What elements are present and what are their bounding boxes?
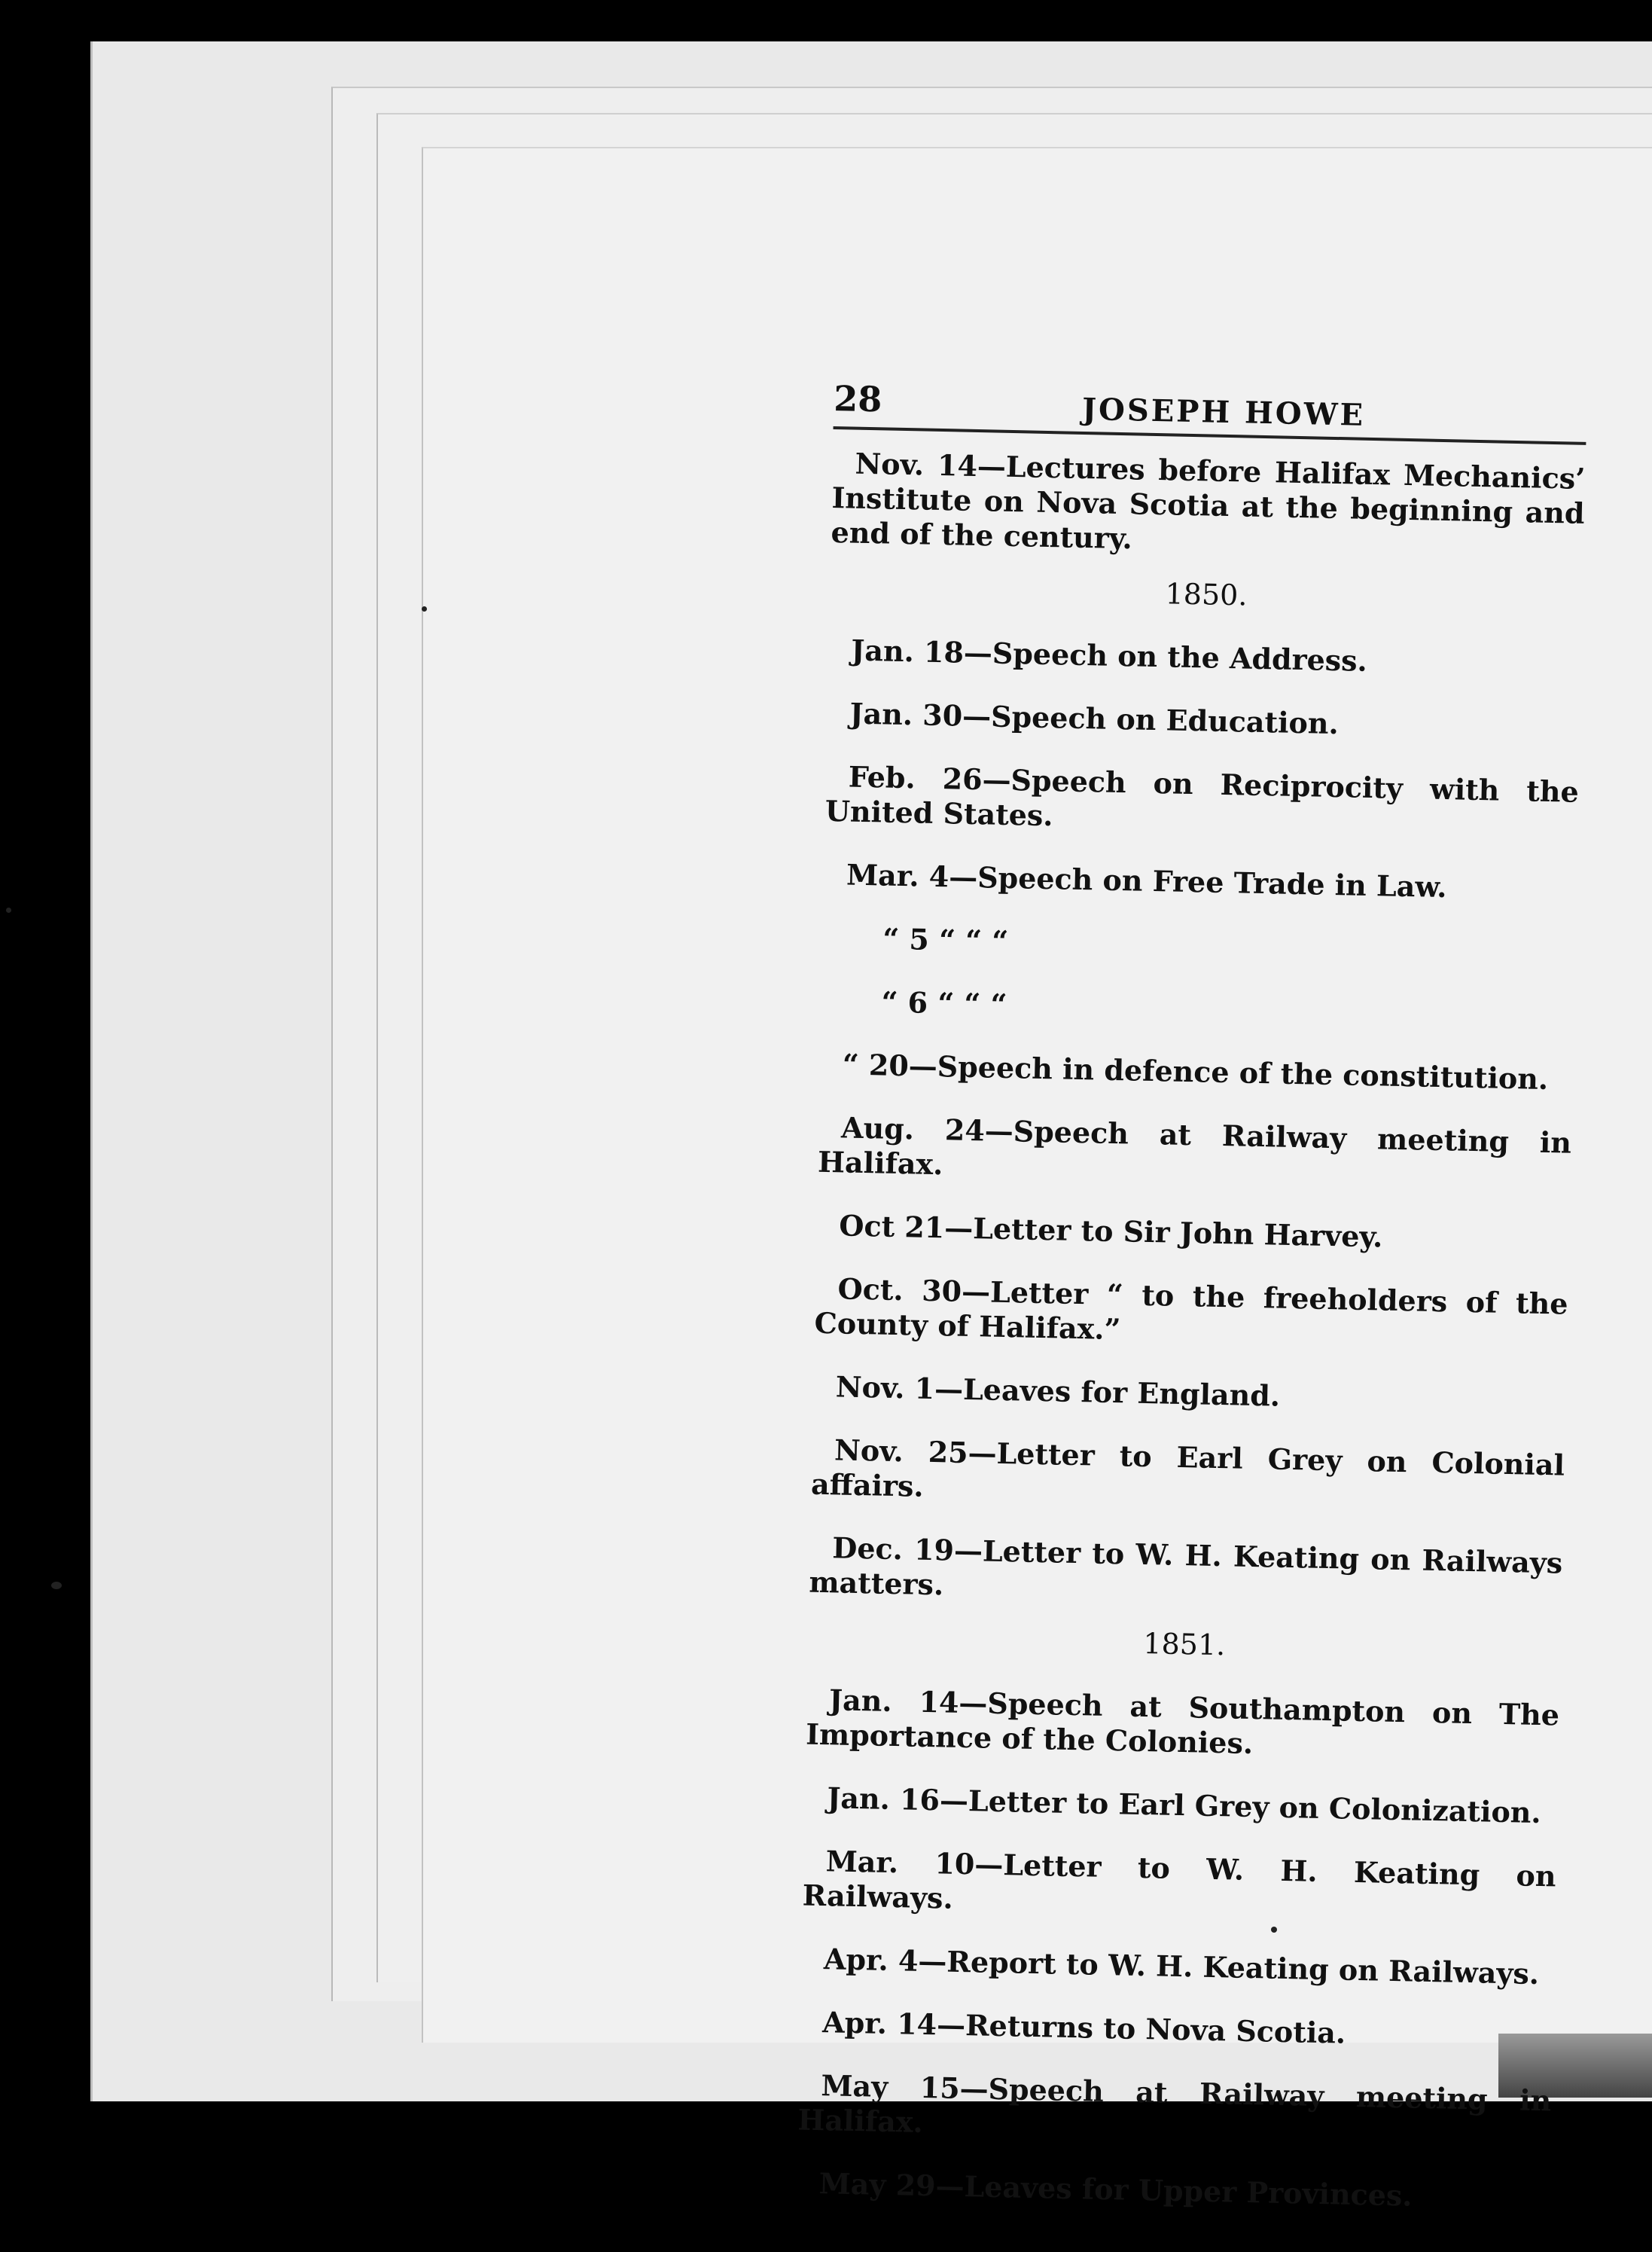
chronology-entry: May 15—Speech at Railway meeting in Halifax. bbox=[797, 2068, 1552, 2139]
page-number: 28 bbox=[833, 377, 882, 420]
chronology-entry: Apr. 4—Report to W. H. Keating on Railways. bbox=[823, 1942, 1540, 1991]
chronology-entry: Jan. 14—Speech at Southampton on The Importance of the Colonies. bbox=[805, 1683, 1560, 1761]
chronology-entry: Jan. 30—Speech on Education. bbox=[849, 696, 1340, 741]
scan-speck bbox=[51, 1582, 62, 1589]
scan-speck bbox=[422, 606, 427, 612]
ditto-entry: “ 5 “ “ “ bbox=[882, 921, 1009, 959]
chronology-entry: Jan. 16—Letter to Earl Grey on Colonization. bbox=[827, 1781, 1542, 1830]
document-text bbox=[796, 377, 1587, 2222]
ditto-entry: “ 6 “ “ “ bbox=[881, 984, 1007, 1021]
chronology-entry: Mar. 10—Letter to W. H. Keating on Railways. bbox=[802, 1844, 1556, 1915]
book-title: JOSEPH HOWE bbox=[1081, 391, 1366, 433]
chronology-entry: “ 20—Speech in defence of the constitution. bbox=[842, 1047, 1549, 1097]
chronology-entry: Mar. 4—Speech on Free Trade in Law. bbox=[846, 857, 1447, 905]
chronology-entry: Nov. 14—Lectures before Halifax Mechanics’ Institute on Nova Scotia at the beginning and end of the century. bbox=[831, 446, 1586, 556]
chronology-entry: May 29—Leaves for Upper Provinces. bbox=[818, 2166, 1413, 2213]
chronology-entry: Nov. 25—Letter to Earl Grey on Colonial affairs. bbox=[810, 1433, 1565, 1503]
chronology-entry: Oct 21—Letter to Sir John Harvey. bbox=[838, 1208, 1383, 1254]
scan-speck bbox=[6, 908, 11, 913]
year-heading: 1850. bbox=[1165, 577, 1248, 612]
chronology-entry: Aug. 24—Speech at Railway meeting in Halifax. bbox=[817, 1110, 1572, 1182]
chronology-entry: Dec. 19—Letter to W. H. Keating on Railways matters. bbox=[809, 1530, 1563, 1602]
chronology-entry: Apr. 14—Returns to Nova Scotia. bbox=[821, 2005, 1346, 2050]
chronology-entry: Nov. 1—Leaves for England. bbox=[835, 1369, 1281, 1413]
chronology-entry: Jan. 18—Speech on the Address. bbox=[850, 633, 1368, 678]
chronology-entry: Feb. 26—Speech on Reciprocity with the United States. bbox=[824, 759, 1580, 833]
year-heading: 1851. bbox=[1142, 1626, 1226, 1662]
chronology-entry: Oct. 30—Letter “ to the freeholders of the County of Halifax.” bbox=[814, 1271, 1568, 1347]
